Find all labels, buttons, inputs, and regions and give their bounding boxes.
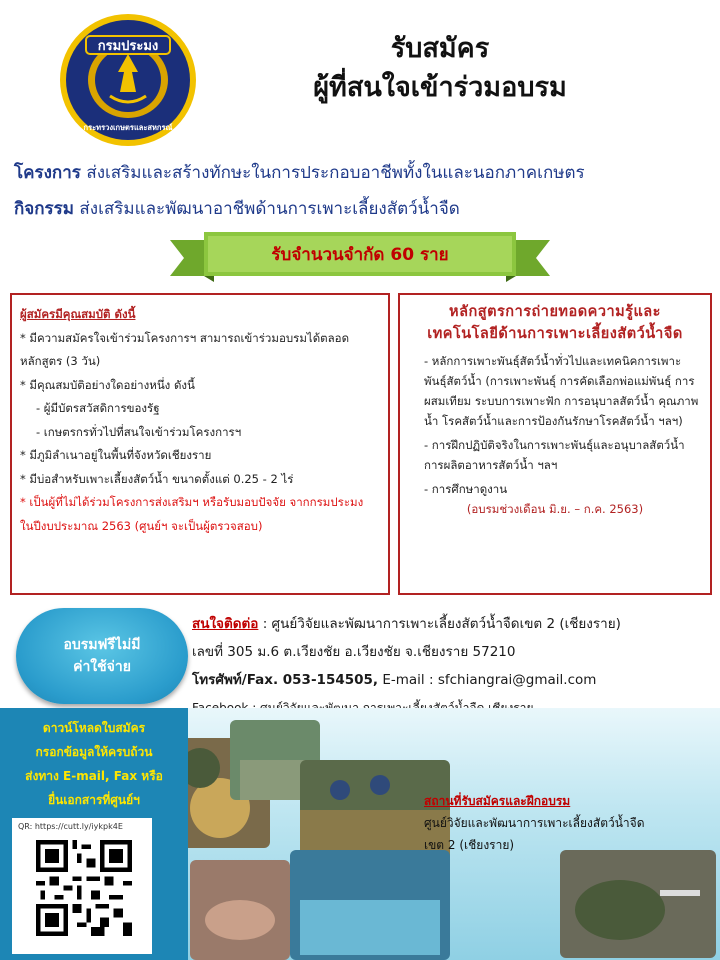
qualification-item: * มีภูมิลำเนาอยู่ในพื้นที่จังหวัดเชียงราย (20, 448, 212, 462)
download-line-3: ส่งทาง E-mail, Fax หรือ (25, 769, 163, 783)
venue-line-2: เขต 2 (เชียงราย) (424, 838, 515, 852)
curriculum-item: - หลักการเพาะพันธุ์สัตว์น้ำทั่วไปและเทคนิคการเพาะพันธุ์สัตว์น้ำ (การเพาะพันธุ์ การคัดเลือกพ่อแม่พันธุ์ การผสมเทียม ระบบการเพาะฟัก การอนุบาลสัตว์น้ำ คุณภาพน้ำ โรคสัตว์น้ำและการป้องกันรักษาโรคสัตว์น้ำ ฯลฯ) (424, 354, 699, 428)
department-logo (58, 12, 198, 148)
contact-line-phone (192, 666, 712, 694)
contact-email-label: E-mail : (382, 672, 434, 688)
photo-frog-injection (560, 850, 716, 958)
activity-line (14, 191, 714, 227)
contact-line-center (192, 610, 712, 638)
venue-label: สถานที่รับสมัครและฝึกอบรม (424, 794, 571, 808)
venue-line-1: ศูนย์วิจัยและพัฒนาการเพาะเลี้ยงสัตว์น้ำจืด (424, 816, 645, 830)
logo-text-top: กรมประมง (97, 39, 159, 54)
download-line-1: ดาวน์โหลดใบสมัคร (42, 721, 146, 735)
project-line (14, 155, 714, 191)
page-title (215, 30, 665, 108)
contact-email-link[interactable]: sfchiangrai@gmail.com (437, 672, 597, 688)
venue-info (424, 790, 704, 856)
curriculum-note: (อบรมช่วงเดือน มิ.ย. – ก.ค. 2563) (466, 502, 644, 516)
photo-hatchery-tanks (290, 850, 450, 960)
qualification-subitem: - เกษตรกรทั่วไปที่สนใจเข้าร่วมโครงการฯ (36, 424, 242, 439)
contact-phone: โทรศัพท์/Fax. 053-154505, (192, 672, 379, 688)
qr-card[interactable] (12, 818, 152, 954)
title-line-2: ผู้ที่สนใจเข้าร่วมอบรม (313, 72, 567, 103)
project-label: โครงการ (14, 163, 81, 183)
curriculum-item: - การฝึกปฏิบัติจริงในการเพาะพันธุ์และอนุบาลสัตว์น้ำ การผลิตอาหารสัตว์น้ำ ฯลฯ (424, 438, 685, 472)
download-line-4: ยื่นเอกสารที่ศูนย์ฯ (48, 793, 140, 807)
activity-text: ส่งเสริมและพัฒนาอาชีพด้านการเพาะเลี้ยงสัตว์น้ำจืด (79, 199, 460, 219)
qualification-item: * มีคุณสมบัติอย่างใดอย่างหนึ่ง ดังนี้ (20, 377, 195, 392)
contact-info (192, 610, 712, 722)
download-instructions (6, 716, 182, 812)
qualifications-heading: ผู้สมัครมีคุณสมบัติ ดังนี้ (20, 307, 136, 321)
project-info (14, 155, 714, 227)
title-line-1: รับสมัคร (390, 33, 490, 64)
qr-url-label: QR: https://cutt.ly/iykpk4E (18, 822, 123, 831)
curriculum-heading-1: หลักสูตรการถ่ายทอดความรู้และ (449, 304, 661, 320)
contact-label: สนใจติดต่อ (192, 616, 259, 632)
curriculum-item: - การศึกษาดูงาน (424, 482, 508, 496)
activity-label: กิจกรรม (14, 199, 75, 219)
contact-center: : ศูนย์วิจัยและพัฒนาการเพาะเลี้ยงสัตว์น้ำจืดเขต 2 (เชียงราย) (262, 616, 621, 632)
limit-text: รับจำนวนจำกัด 60 ราย (271, 245, 449, 265)
free-training-badge (16, 608, 188, 704)
logo-text-bottom: กระทรวงเกษตรและสหกรณ์ (83, 123, 173, 132)
badge-line-2: ค่าใช้จ่าย (73, 659, 131, 675)
qualification-item: * มีความสมัครใจเข้าร่วมโครงการฯ สามารถเข้าร่วมอบรมได้ตลอดหลักสูตร (3 วัน) (20, 330, 350, 368)
qualification-item: * มีบ่อสำหรับเพาะเลี้ยงสัตว์น้ำ ขนาดตั้งแต่ 0.25 - 2 ไร่ (20, 471, 294, 486)
curriculum-box (398, 293, 712, 595)
contact-address: เลขที่ 305 ม.6 ต.เวียงชัย อ.เวียงชัย จ.เชียงราย 57210 (192, 644, 516, 660)
photo-hands-fish (190, 860, 290, 960)
download-line-2: กรอกข้อมูลให้ครบถ้วน (35, 745, 153, 759)
project-text: ส่งเสริมและสร้างทักษะในการประกอบอาชีพทั้งในและนอกภาคเกษตร (86, 163, 585, 183)
qualification-subitem: - ผู้มีบัตรสวัสดิการของรัฐ (36, 401, 160, 415)
limit-ribbon (170, 230, 550, 282)
curriculum-heading-2: เทคโนโลยีด้านการเพาะเลี้ยงสัตว์น้ำจืด (427, 326, 683, 342)
qr-code-icon[interactable] (36, 840, 132, 936)
badge-line-1: อบรมฟรีไม่มี (63, 637, 141, 653)
qualification-note: * เป็นผู้ที่ไม่ได้ร่วมโครงการส่งเสริมฯ หรือรับมอบปัจจัย จากกรมประมง ในปีงบประมาณ 2563 (ศูนย์ฯ จะเป็นผู้ตรวจสอบ) (20, 495, 364, 533)
qualifications-box (10, 293, 390, 595)
